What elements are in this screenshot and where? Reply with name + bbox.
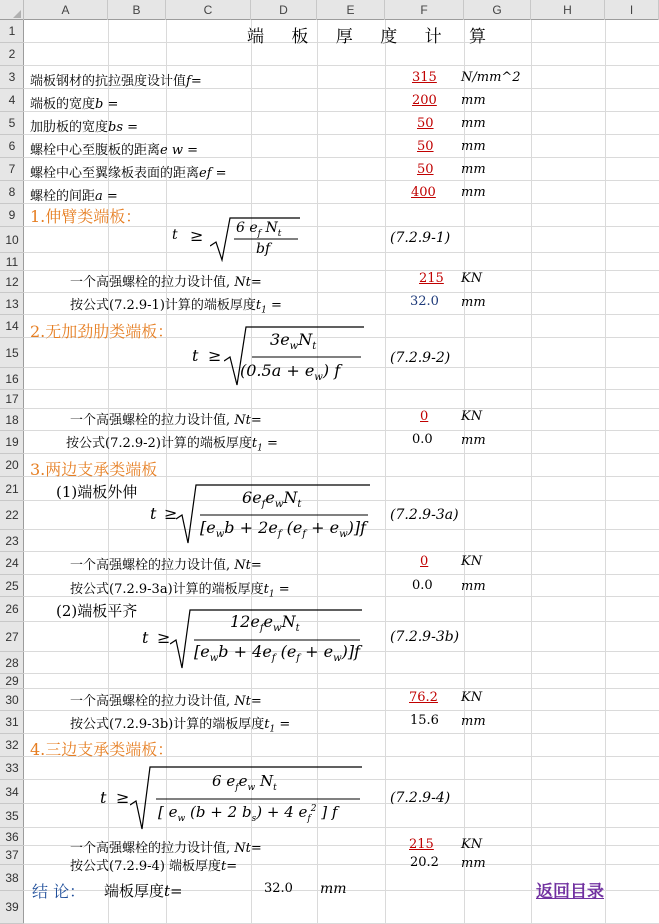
- sec3a-t-value: 0.0: [412, 578, 433, 593]
- formula3a-t: t: [150, 504, 157, 523]
- conclusion-text: 端板厚度t=: [104, 882, 183, 900]
- sec4-t-unit: mm: [461, 856, 486, 871]
- row-header[interactable]: 29: [0, 674, 24, 689]
- input-unit: N/mm^2: [461, 70, 521, 85]
- row-header[interactable]: 22: [0, 501, 24, 530]
- sec1-nt-value[interactable]: 215: [419, 271, 444, 286]
- sec2-nt-label: 一个高强螺栓的拉力设计值, Nt=: [70, 413, 262, 428]
- sec4-nt-label: 一个高强螺栓的拉力设计值, Nt=: [70, 841, 262, 856]
- sec4-t-value: 20.2: [410, 855, 439, 870]
- input-unit: mm: [461, 93, 486, 108]
- row-header[interactable]: 36: [0, 828, 24, 846]
- f1-fsub: f: [257, 228, 262, 239]
- row-header[interactable]: 33: [0, 757, 24, 780]
- formula3b-denominator: [$e_wb + 4e_f$ $(e_f + e_w)]f$: [194, 642, 361, 665]
- row-header[interactable]: 21: [0, 477, 24, 501]
- row-header[interactable]: 20: [0, 454, 24, 477]
- sec4-nt-value[interactable]: 215: [409, 837, 434, 852]
- input-unit: mm: [461, 162, 486, 177]
- section3-heading: 3.两边支承类端板: [30, 460, 158, 479]
- input-value[interactable]: 315: [412, 70, 437, 85]
- formula1-t: t: [172, 227, 178, 243]
- formula2-ge: ≥: [208, 346, 222, 365]
- input-value[interactable]: 50: [417, 116, 434, 131]
- col-header-h[interactable]: H: [531, 0, 605, 20]
- row-header[interactable]: 30: [0, 689, 24, 711]
- input-label: 螺栓中心至翼缘板表面的距离ef =: [30, 166, 227, 181]
- col-header-d[interactable]: D: [251, 0, 317, 20]
- formula1-number: (7.2.9-1): [390, 230, 451, 246]
- section2-heading: 2.无加劲肋类端板：: [30, 322, 174, 341]
- row-header[interactable]: 5: [0, 112, 24, 135]
- sec3b-nt-label: 一个高强螺栓的拉力设计值, Nt=: [70, 694, 262, 709]
- sec3b-t-unit: mm: [461, 714, 486, 729]
- input-label: 端板的宽度b =: [30, 97, 119, 112]
- col-header-a[interactable]: A: [24, 0, 108, 20]
- col-header-b[interactable]: B: [108, 0, 166, 20]
- formula3b-ge: ≥: [157, 628, 171, 647]
- row-header[interactable]: 13: [0, 293, 24, 315]
- input-unit: mm: [461, 116, 486, 131]
- f1-tsub: t: [277, 228, 282, 239]
- section4-heading: 4.三边支承类端板：: [30, 740, 174, 759]
- conclusion-unit: mm: [320, 881, 347, 897]
- formula4-ge: ≥: [116, 788, 130, 807]
- formula3b-numerator: $12e_fe_wN_t$: [230, 612, 300, 635]
- formula4-denominator: [ $e_w$ (b + 2 $b_s) + 4$ $e_f^2$ ] f: [158, 803, 338, 824]
- row-header[interactable]: 12: [0, 271, 24, 293]
- formula3a-ge: ≥: [164, 504, 178, 523]
- row-header[interactable]: 32: [0, 734, 24, 757]
- input-label: 螺栓中心至腹板的距离e w =: [30, 143, 198, 158]
- formula1-ge: ≥: [190, 226, 204, 245]
- column-header-bar: [0, 0, 659, 20]
- select-all-corner[interactable]: [0, 0, 24, 20]
- col-header-c[interactable]: C: [166, 0, 251, 20]
- formula3b-t: t: [142, 628, 149, 647]
- row-header[interactable]: 3: [0, 66, 24, 89]
- sec1-t-unit: mm: [461, 295, 486, 310]
- row-header[interactable]: 4: [0, 89, 24, 112]
- f1-e: e: [249, 220, 258, 236]
- formula3b-number: (7.2.9-3b): [390, 629, 460, 645]
- formula2-t: t: [192, 346, 199, 365]
- formula3a-number: (7.2.9-3a): [390, 507, 459, 523]
- sec4-nt-unit: KN: [461, 837, 483, 852]
- col-header-g[interactable]: G: [464, 0, 531, 20]
- formula2-number: (7.2.9-2): [390, 350, 451, 366]
- sec3a-t-label: 按公式(7.2.9-3a)计算的端板厚度$t_1$ =: [70, 582, 290, 600]
- formula2-denominator: $(0.5a + e_w)$ f: [240, 361, 341, 384]
- row-header[interactable]: 7: [0, 158, 24, 181]
- row-header[interactable]: 31: [0, 711, 24, 734]
- sheet-grid[interactable]: [24, 20, 659, 924]
- sec3-sub-b: (2)端板平齐: [56, 602, 138, 620]
- row-header[interactable]: 19: [0, 431, 24, 454]
- sec3a-nt-value[interactable]: 0: [420, 554, 429, 569]
- formula4-t: t: [100, 788, 107, 807]
- sec2-t-unit: mm: [461, 433, 486, 448]
- row-header[interactable]: 10: [0, 227, 24, 253]
- row-header[interactable]: 37: [0, 846, 24, 865]
- row-header[interactable]: 25: [0, 575, 24, 597]
- formula4-numerator: 6 $e_fe_w$ $N_t$: [212, 772, 277, 793]
- formula4-number: (7.2.9-4): [390, 790, 451, 806]
- row-header[interactable]: 1: [0, 20, 24, 43]
- row-header[interactable]: 6: [0, 135, 24, 158]
- row-header[interactable]: 39: [0, 891, 24, 924]
- formula3a-numerator: $6e_fe_wN_t$: [242, 488, 302, 511]
- sec3a-t-unit: mm: [461, 579, 486, 594]
- formula1-denominator: bf: [256, 241, 271, 257]
- formula3a-denominator: [$e_wb + 2e_f$ $(e_f + e_w)]f$: [200, 518, 367, 541]
- sec1-t-label: 按公式(7.2.9-1)计算的端板厚度$t_1$ =: [70, 298, 282, 316]
- sec3b-nt-value[interactable]: 76.2: [409, 690, 438, 705]
- sec1-nt-unit: KN: [461, 271, 483, 286]
- sec2-nt-value[interactable]: 0: [420, 409, 429, 424]
- f1-n: N: [265, 220, 278, 236]
- sec2-nt-unit: KN: [461, 409, 483, 424]
- row-header[interactable]: 23: [0, 530, 24, 552]
- formula2-numerator: $3e_wN_t$: [270, 330, 317, 353]
- sec1-nt-label: 一个高强螺栓的拉力设计值, Nt=: [70, 275, 262, 290]
- section1-heading: 1.伸臂类端板：: [30, 207, 142, 226]
- input-value[interactable]: 400: [411, 185, 436, 200]
- row-header[interactable]: 8: [0, 181, 24, 204]
- sec2-t-value: 0.0: [412, 432, 433, 447]
- formula1-numerator: [236, 220, 281, 239]
- sec1-t-value: 32.0: [410, 294, 439, 309]
- row-header[interactable]: 2: [0, 43, 24, 66]
- input-label: 端板钢材的抗拉强度设计值f=: [30, 74, 202, 89]
- col-header-i[interactable]: I: [605, 0, 659, 20]
- back-to-index-link[interactable]: 返回目录: [536, 882, 604, 902]
- col-header-e[interactable]: E: [317, 0, 385, 20]
- row-header[interactable]: 34: [0, 780, 24, 804]
- sec3a-nt-label: 一个高强螺栓的拉力设计值, Nt=: [70, 558, 262, 573]
- row-header[interactable]: 24: [0, 552, 24, 575]
- input-label: 螺栓的间距a =: [30, 189, 118, 204]
- conclusion-label: 结 论：: [32, 882, 86, 901]
- row-header[interactable]: 9: [0, 204, 24, 227]
- row-header[interactable]: 26: [0, 597, 24, 622]
- row-header[interactable]: 15: [0, 338, 24, 368]
- row-header[interactable]: 16: [0, 368, 24, 390]
- row-header[interactable]: 18: [0, 409, 24, 431]
- input-label: 加肋板的宽度bs =: [30, 120, 139, 135]
- sec3-sub-a: (1)端板外伸: [56, 483, 138, 501]
- row-header[interactable]: 35: [0, 804, 24, 828]
- row-header-bar: [0, 20, 24, 924]
- row-header[interactable]: 38: [0, 865, 24, 891]
- sec3a-nt-unit: KN: [461, 554, 483, 569]
- input-value[interactable]: 200: [412, 93, 437, 108]
- sec2-t-label: 按公式(7.2.9-2)计算的端板厚度$t_1$ =: [66, 436, 278, 454]
- row-header[interactable]: 14: [0, 315, 24, 338]
- sec4-t-label: 按公式(7.2.9-4) 端板厚度t=: [70, 859, 238, 874]
- row-header[interactable]: 17: [0, 390, 24, 409]
- input-value[interactable]: 50: [417, 139, 434, 154]
- sec3b-t-label: 按公式(7.2.9-3b)计算的端板厚度$t_1$ =: [70, 717, 291, 735]
- sheet-title: 端 板 厚 度 计 算: [247, 27, 498, 47]
- row-header[interactable]: 27: [0, 622, 24, 652]
- col-header-f[interactable]: F: [385, 0, 464, 20]
- sec3b-t-value: 15.6: [410, 713, 439, 728]
- row-header[interactable]: 11: [0, 253, 24, 271]
- conclusion-value: 32.0: [264, 881, 293, 896]
- f1-six: 6: [236, 220, 245, 236]
- sec3b-nt-unit: KN: [461, 690, 483, 705]
- input-unit: mm: [461, 185, 486, 200]
- input-value[interactable]: 50: [417, 162, 434, 177]
- input-unit: mm: [461, 139, 486, 154]
- row-header[interactable]: 28: [0, 652, 24, 674]
